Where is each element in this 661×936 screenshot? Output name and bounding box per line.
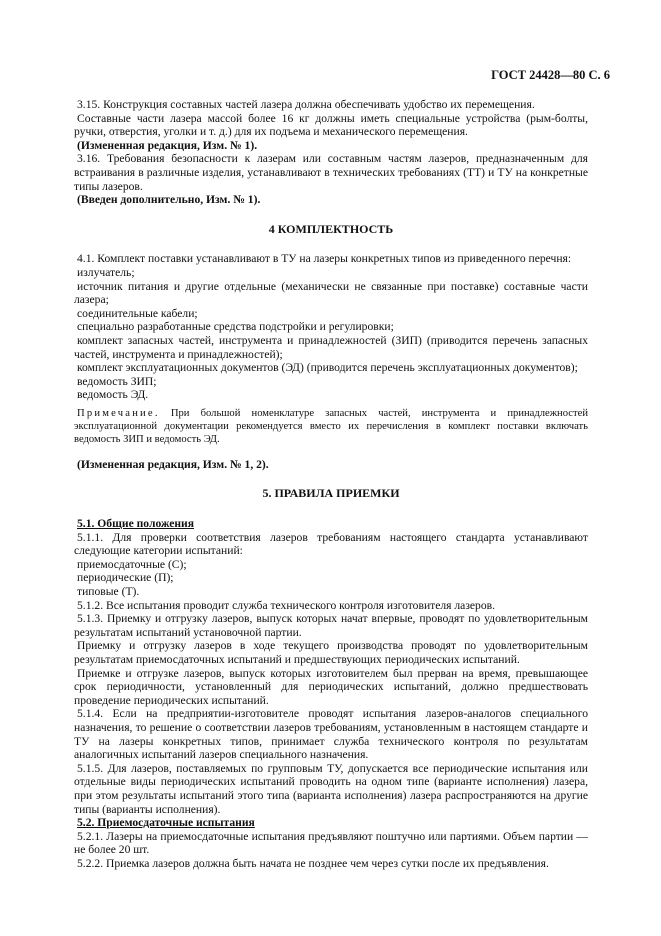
- edition-note-3: (Измененная редакция, Изм. № 1, 2).: [77, 457, 269, 471]
- clause-4-1: 4.1. Комплект поставки устанавливают в ТУ на лазеры конкретных типов из приведенного перечня:: [77, 252, 572, 266]
- note: [74, 407, 588, 446]
- subsection-5-1-heading: 5.1. Общие положения: [77, 517, 194, 531]
- note-label: Примечание.: [77, 407, 160, 419]
- clause-5-1-3-c: Приемке и отгрузке лазеров, выпуск которых изготовителем был прерван на время, превышающее срок периодичности, установленный для периодических испытаний, должно предшествовать проведение периодических испытаний.: [74, 666, 588, 707]
- edition-note-2: (Введен дополнительно, Изм. № 1).: [77, 193, 261, 207]
- list-item: ведомость ЗИП;: [77, 374, 157, 388]
- edition-note-1: (Измененная редакция, Изм. № 1).: [77, 138, 258, 152]
- clause-5-1-3-b: Приемку и отгрузку лазеров в ходе текущего производства проводят по удовлетворительным результатам приемосдаточных испытаний и предшествующих периодических испытаний.: [74, 639, 588, 666]
- list-item: соединительные кабели;: [77, 306, 198, 320]
- page-header: ГОСТ 24428—80 С. 6: [491, 68, 610, 82]
- clause-5-2-2: 5.2.2. Приемка лазеров должна быть начата не позднее чем через сутки после их предъявления.: [77, 856, 549, 870]
- list-item: комплект эксплуатационных документов (ЭД) (приводится перечень эксплуатационных документов);: [77, 361, 578, 375]
- list-item: излучатель;: [77, 265, 135, 279]
- clause-5-1-3-a: 5.1.3. Приемку и отгрузку лазеров, выпуск которых начат впервые, проводят по удовлетворительным результатам испытаний установочной партии.: [74, 612, 588, 639]
- clause-5-1-2: 5.1.2. Все испытания проводит служба технического контроля изготовителя лазеров.: [77, 598, 496, 612]
- list-item: ведомость ЭД.: [77, 388, 149, 402]
- section-5-heading: 5. ПРАВИЛА ПРИЕМКИ: [262, 486, 400, 501]
- clause-3-15-a: 3.15. Конструкция составных частей лазера должна обеспечивать удобство их перемещения.: [77, 98, 535, 111]
- list-item: специально разработанные средства подстройки и регулировки;: [77, 320, 394, 334]
- list-item: приемосдаточные (С);: [77, 557, 187, 571]
- subsection-5-2-heading: 5.2. Приемосдаточные испытания: [77, 816, 255, 830]
- clause-5-1-1: 5.1.1. Для проверки соответствия лазеров требованиям настоящего стандарта устанавливают следующие категории испытаний:: [74, 530, 588, 558]
- clause-5-1-5: 5.1.5. Для лазеров, поставляемых по групповым ТУ, допускается все периодические испытания или отдельные виды периодических испытаний проводить на одном типе (варианте исполнения) лазера, при этом результаты испытаний этого типа (варианта исполнения) лазера распространяются на другие типы (варианты исполнения).: [74, 761, 588, 816]
- list-item: периодические (П);: [77, 571, 174, 585]
- document-body: [74, 98, 588, 871]
- clause-3-15-b: Составные части лазера массой более 16 кг должны иметь специальные устройства (рым-болты, ручки, отверстия, уголки и т. д.) для их подъема и механического перемещения.: [74, 111, 588, 139]
- list-item: источник питания и другие отдельные (механически не связанные при поставке) составные части лазера;: [74, 279, 588, 307]
- list-item: комплект запасных частей, инструмента и принадлежностей (ЗИП) (приводится перечень запасных частей, инструмента и принадлежностей);: [74, 333, 588, 361]
- section-4-heading: 4 КОМПЛЕКТНОСТЬ: [268, 221, 394, 236]
- clause-3-16: 3.16. Требования безопасности к лазерам или составным частям лазеров, предназначенным для встраивания в различные изделия, устанавливают в технических требованиях (ТТ) и ТУ на конкретные типы лазеров.: [74, 152, 588, 193]
- clause-5-1-4: 5.1.4. Если на предприятии-изготовителе проводят испытания лазеров-аналогов специального назначения, то решение о соответствии лазеров требованиям, установленным в настоящем стандарте и ТУ на лазеры конкретных типов, принимает служба технического контроля по результатам аналогичных испытаний лазеров специального назначения.: [74, 707, 588, 762]
- note-text: При большой номенклатуре запасных частей, инструмента и принадлежностей эксплуатационной документации рекомендуется вместо их перечисления в комплект поставки включать ведомость ЗИП и ведомость ЭД.: [74, 407, 588, 445]
- list-item: типовые (Т).: [77, 585, 140, 599]
- clause-5-2-1: 5.2.1. Лазеры на приемосдаточные испытания предъявляют поштучно или партиями. Объем партии — не более 20 шт.: [74, 829, 588, 857]
